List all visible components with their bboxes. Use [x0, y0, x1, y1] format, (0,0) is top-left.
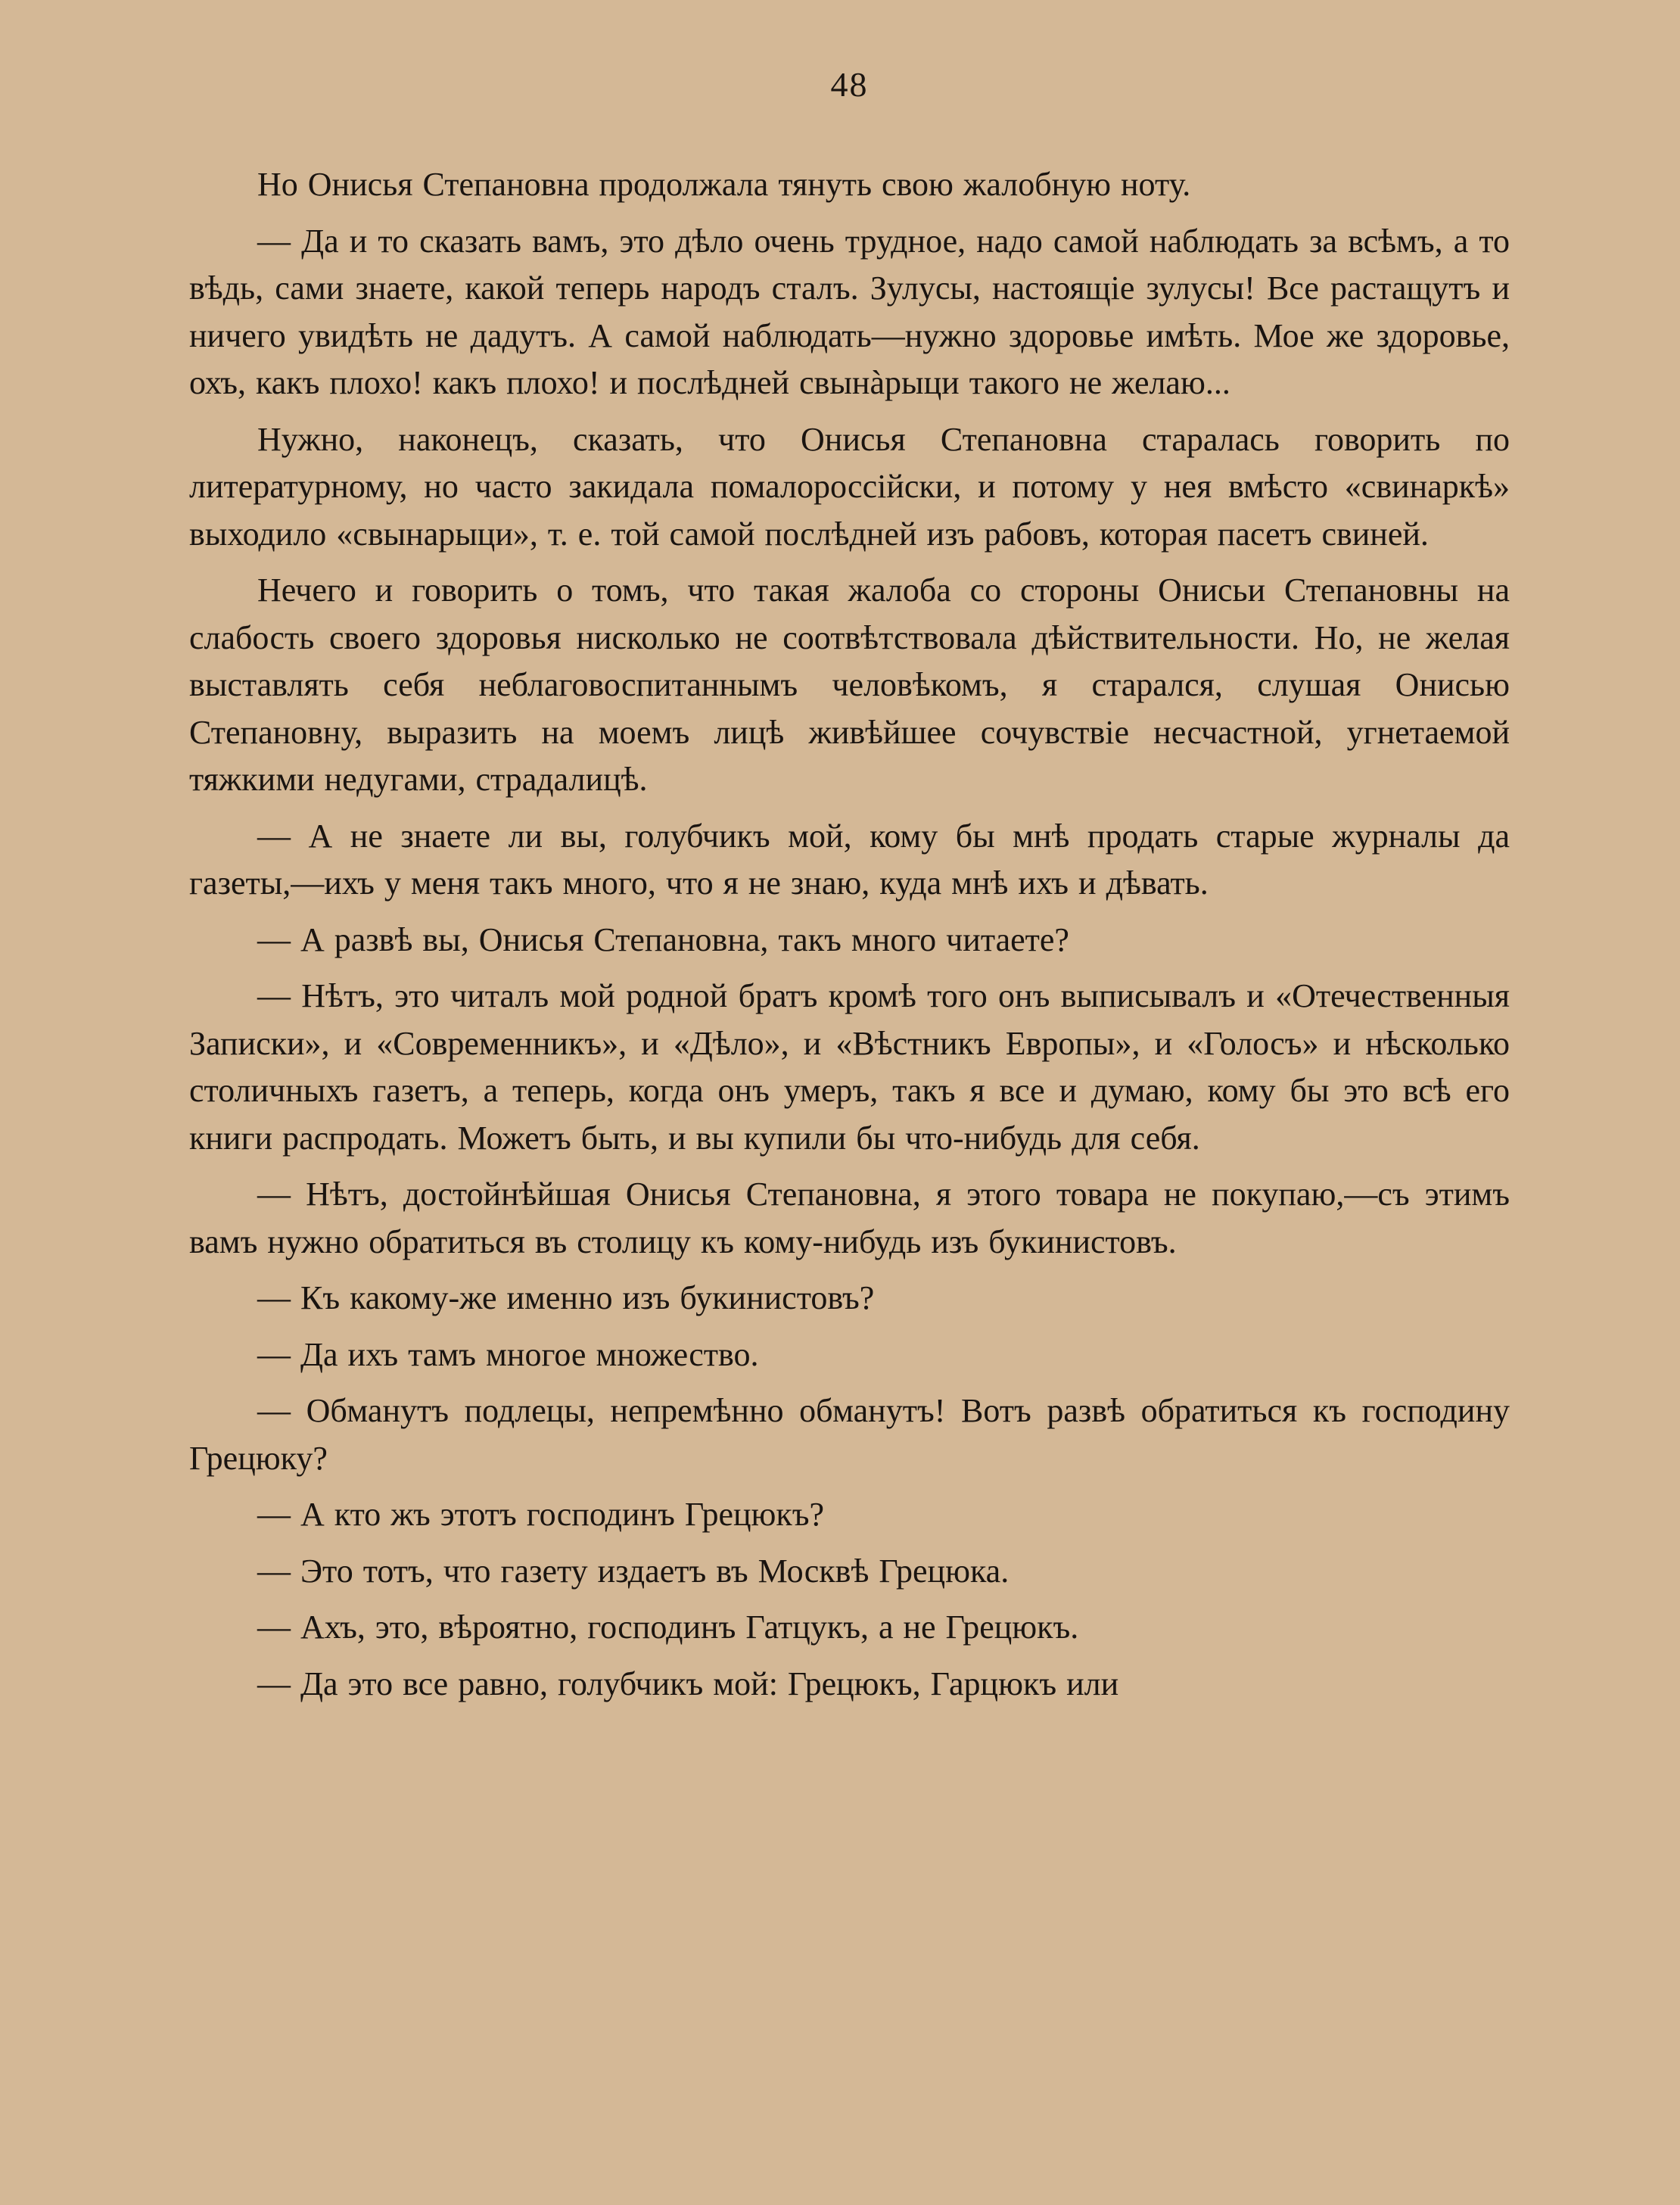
page-number: 48 — [830, 65, 869, 104]
paragraph: — А не знаете ли вы, голубчикъ мой, кому бы мнѣ продать старые журналы да газеты,—ихъ у меня такъ много, что я не знаю, куда мнѣ ихъ и дѣвать. — [189, 817, 1510, 902]
paragraph: — Это тотъ, что газету издаетъ въ Москвѣ Грецюка. — [257, 1552, 1010, 1590]
paragraph: — А развѣ вы, Онисья Степановна, такъ много читаете? — [257, 920, 1069, 958]
paragraph: Нужно, наконецъ, сказать, что Онисья Степановна старалась говорить по литературному, но часто закидала помалороссійски, и потому у нея вмѣсто «свинаркѣ» выходило «свынарыци», т. е. той самой послѣдней изъ рабовъ, которая пасетъ свиней. — [189, 420, 1510, 553]
paragraph: — Нѣтъ, это читалъ мой родной братъ кромѣ того онъ выписывалъ и «Отечественныя Записки», и «Современникъ», и «Дѣло», и «Вѣстникъ Европы», и «Голосъ» и нѣсколько столичныхъ газетъ, а теперь, когда онъ умеръ, такъ я все и думаю, кому бы это всѣ его книги распродать. Можетъ быть, и вы купили бы что-нибудь для себя. — [189, 977, 1510, 1157]
paragraph: — Къ какому-же именно изъ букинистовъ? — [257, 1279, 875, 1316]
paragraph: — Да ихъ тамъ многое множество. — [257, 1335, 759, 1373]
paragraph: — А кто жъ этотъ господинъ Грецюкъ? — [257, 1496, 825, 1533]
paragraph: — Нѣтъ, достойнѣйшая Онисья Степановна, я этого товара не покупаю,—съ этимъ вамъ нужно обратиться въ столицу къ кому-нибудь изъ букинистовъ. — [189, 1176, 1510, 1260]
book-page — [189, 0, 1510, 2205]
paragraph: — Ахъ, это, вѣроятно, господинъ Гатцукъ, а не Грецюкъ. — [257, 1609, 1079, 1646]
paragraph: Но Онисья Степановна продолжала тянуть свою жалобную ноту. — [257, 166, 1191, 203]
paragraph: Нечего и говорить о томъ, что такая жалоба со стороны Онисьи Степановны на слабость своего здоровья нисколько не соотвѣтствовала дѣйствительности. Но, не желая выставлять себя неблаговоспитаннымъ человѣкомъ, я старался, слушая Онисью Степановну, выразить на моемъ лицѣ живѣйшее сочувствіе несчастной, угнетаемой тяжкими недугами, страдалицѣ. — [189, 571, 1510, 798]
paragraph: — Да это все равно, голубчикъ мой: Грецюкъ, Гарцюкъ или — [257, 1665, 1119, 1702]
text-body — [189, 161, 1510, 1717]
paragraph: — Да и то сказать вамъ, это дѣло очень трудное, надо самой наблюдать за всѣмъ, а то вѣдь, сами знаете, какой теперь народъ сталъ. Зулусы, настоящіе зулусы! Все растащутъ и ничего увидѣть не дадутъ. А самой наблюдать—нужно здоровье имѣть. Мое же здоровье, охъ, какъ плохо! какъ плохо! и послѣдней свынàрыци такого не желаю... — [189, 222, 1510, 401]
paragraph: — Обманутъ подлецы, непремѣнно обманутъ! Вотъ развѣ обратиться къ господину Грецюку? — [189, 1392, 1510, 1477]
